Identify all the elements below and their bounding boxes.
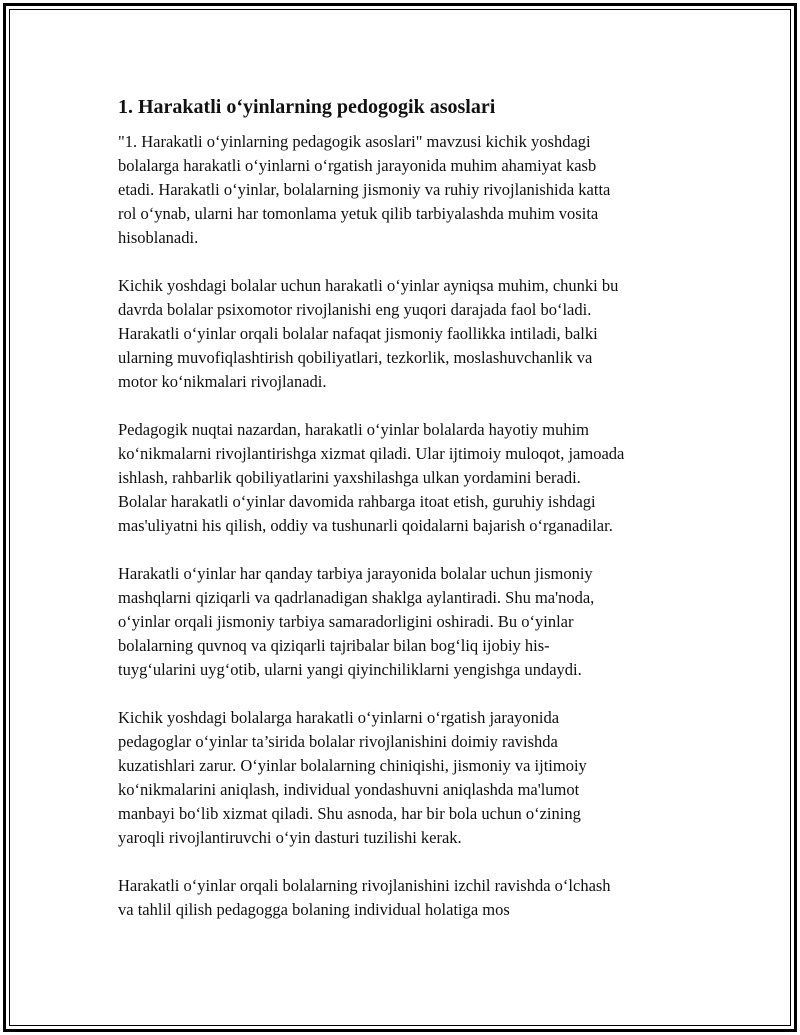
- section-heading: 1. Harakatli o‘yinlarning pedogogik asoslari: [118, 96, 496, 118]
- paragraph-3: Pedagogik nuqtai nazardan, harakatli o‘yinlar bolalarda hayotiy muhim ko‘nikmalarni rivojlantirishga xizmat qiladi. Ular ijtimoiy muloqot, jamoada ishlash, rahbarlik qobiliyatlarini yaxshilashga ulkan yordamini beradi. Bolalar harakatli o‘yinlar davomida rahbarga itoat etish, guruhiy ishdagi mas'uliyatni his qilish, oddiy va tushunarli qoidalarni bajarish o‘rganadilar.: [118, 420, 625, 535]
- paragraph-5: Kichik yoshdagi bolalarga harakatli o‘yinlarni o‘rgatish jarayonida pedagoglar o‘yinlar ta’sirida bolalar rivojlanishini doimiy ravishda kuzatishlari zarur. O‘yinlar bolalarning chiniqishi, jismoniy va ijtimoiy ko‘nikmalarini aniqlash, individual yondashuvni aniqlashda ma'lumot manbayi bo‘lib xizmat qiladi. Shu asnoda, har bir bola uchun o‘zining yaroqli rivojlantiruvchi o‘yin dasturi tuzilishi kerak.: [118, 708, 587, 847]
- paragraph-6: Harakatli o‘yinlar orqali bolalarning rivojlanishini izchil ravishda o‘lchash va tahlil qilish pedagogga bolaning individual holatiga mos: [118, 876, 611, 919]
- paragraph-2: Kichik yoshdagi bolalar uchun harakatli o‘yinlar ayniqsa muhim, chunki bu davrda bolalar psixomotor rivojlanishi eng yuqori darajada faol bo‘ladi. Harakatli o‘yinlar orqali bolalar nafaqat jismoniy faollikka intiladi, balki ularning muvofiqlashtirish qobiliyatlari, tezkorlik, moslashuvchanlik va motor ko‘nikmalari rivojlanadi.: [118, 276, 619, 391]
- paragraph-1: "1. Harakatli o‘yinlarning pedagogik asoslari" mavzusi kichik yoshdagi bolalarga harakatli o‘yinlarni o‘rgatish jarayonida muhim ahamiyat kasb etadi. Harakatli o‘yinlar, bolalarning jismoniy va ruhiy rivojlanishida katta rol o‘ynab, ularni har tomonlama yetuk qilib tarbiyalashda muhim vosita hisoblanadi.: [118, 132, 611, 247]
- paragraph-4: Harakatli o‘yinlar har qanday tarbiya jarayonida bolalar uchun jismoniy mashqlarni qiziqarli va qadrlanadigan shaklga aylantiradi. Shu ma'noda, o‘yinlar orqali jismoniy tarbiya samaradorligini oshiradi. Bu o‘yinlar bolalarning quvnoq va qiziqarli tajribalar bilan bog‘liq ijobiy his- tuyg‘ularini uyg‘otib, ularni yangi qiyinchiliklarni yengishga undaydi.: [118, 564, 595, 679]
- document-body: [118, 93, 690, 946]
